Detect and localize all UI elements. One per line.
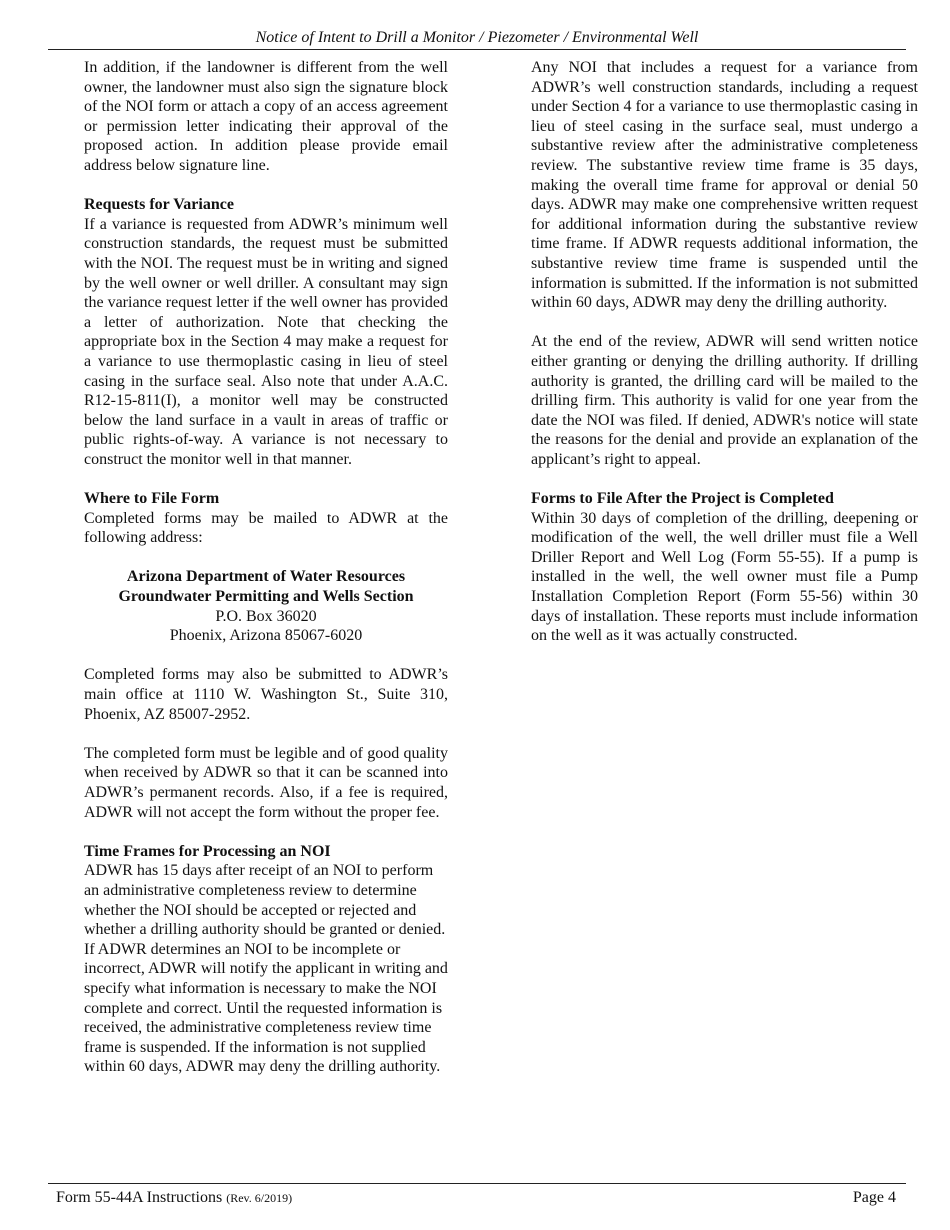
address-line-4: Phoenix, Arizona 85067-6020 <box>169 627 363 645</box>
address-line-1: Arizona Department of Water Resources <box>126 568 406 586</box>
page-header <box>48 28 906 50</box>
office-paragraph: Completed forms may also be submitted to ADWR’s main office at 1110 W. Washington St., Suite 310, Phoenix, AZ 85007-2952. <box>84 666 448 723</box>
left-column <box>84 58 448 1096</box>
footer-form-name: Form 55-44A Instructions <box>56 1189 223 1206</box>
variance-paragraph: If a variance is requested from ADWR’s minimum well construction standards, the request must be submitted with the NOI. The request must be in writing and signed by the well owner or well driller. A consultant may sign the variance request letter if the well owner has provided a letter of authorization. Note that checking the appropriate box in the Section 4 may make a request for a variance to use thermoplastic casing in lieu of steel casing in the surface seal. Also note that under A.A.C. R12-15-811(I), a monitor well may be constructed below the land surface in a vault in areas of traffic or public rights-of-way. A variance is not necessary to construct the monitor well in that manner. <box>84 215 448 468</box>
time-frames-paragraph: ADWR has 15 days after receipt of an NOI to perform an administrative completeness review to determine whether the NOI should be accepted or rejected and whether a drilling authority should be granted or denied. If ADWR determines an NOI to be incomplete or incorrect, ADWR will notify the applicant in writing and specify what information is necessary to make the NOI complete and correct. Until the requested information is received, the administrative completeness review time frame is suspended. If the information is not supplied within 60 days, ADWR may deny the drilling authority. <box>84 862 448 1076</box>
file-form-heading: Where to File Form <box>84 490 220 508</box>
page-footer <box>48 1183 906 1206</box>
address-line-2: Groundwater Permitting and Wells Section <box>118 588 414 606</box>
forms-after-paragraph: Within 30 days of completion of the drilling, deepening or modification of the well, the well driller must file a Well Driller Report and Well Log (Form 55-55). If a pump is installed in the well, the well owner must file a Pump Installation Completion Report (Form 55-56) within 30 days of installation. These reports must include information on the well as it was actually constructed. <box>531 509 918 645</box>
file-form-paragraph: Completed forms may be mailed to ADWR at the following address: <box>84 509 448 547</box>
mailing-address <box>84 567 448 645</box>
time-frames-heading: Time Frames for Processing an NOI <box>84 842 331 860</box>
right-column <box>531 58 918 665</box>
address-line-3: P.O. Box 36020 <box>215 607 317 625</box>
variance-review-paragraph: Any NOI that includes a request for a variance from ADWR’s well construction standards, including a request under Section 4 for a variance to use thermoplastic casing in lieu of steel casing in the surface seal, must undergo a substantive review after the administrative completeness review. The substantive review time frame is 35 days, making the overall time frame for approval or denial 50 days. ADWR may make one comprehensive written request for additional information during the substantive review time frame. If ADWR requests additional information, the substantive review time frame is suspended until the information is submitted. If the information is not submitted within 60 days, ADWR may deny the drilling authority. <box>531 59 918 312</box>
variance-heading: Requests for Variance <box>84 196 234 214</box>
header-title: Notice of Intent to Drill a Monitor / Piezometer / Environmental Well <box>255 29 699 46</box>
footer-form-label <box>56 1188 292 1208</box>
end-review-paragraph: At the end of the review, ADWR will send written notice either granting or denying the drilling authority. If drilling authority is granted, the drilling card will be mailed to the drilling firm. This authority is valid for one year from the date the NOI was filed. If denied, ADWR's notice will state the reasons for the denial and provide an explanation of the applicant’s right to appeal. <box>531 333 918 468</box>
footer-page-number: Page 4 <box>852 1189 896 1206</box>
legible-paragraph: The completed form must be legible and of good quality when received by ADWR so that it can be scanned into ADWR’s permanent records. Also, if a fee is required, ADWR will not accept the form without the proper fee. <box>84 744 448 821</box>
landowner-paragraph: In addition, if the landowner is different from the well owner, the landowner must also sign the signature block of the NOI form or attach a copy of an access agreement or permission letter indicating their approval of the proposed action. In addition please provide email address below signature line. <box>84 59 448 174</box>
forms-after-heading: Forms to File After the Project is Completed <box>531 490 834 508</box>
footer-revision: (Rev. 6/2019) <box>226 1191 293 1205</box>
